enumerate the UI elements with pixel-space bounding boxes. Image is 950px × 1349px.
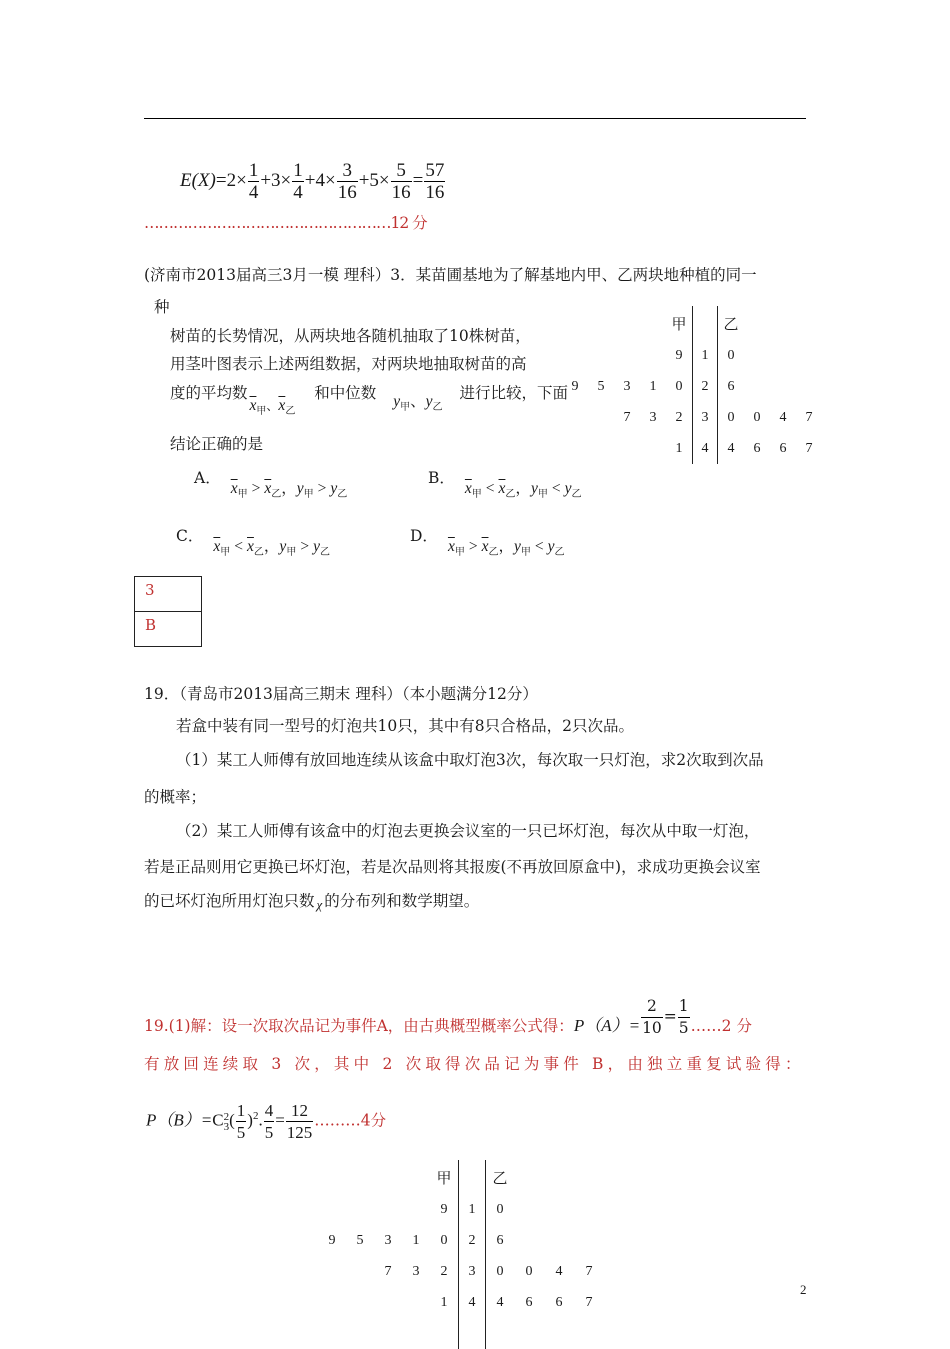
q3-line1: 树苗的长势情况，从两块地各随机抽取了10株树苗， xyxy=(170,327,531,345)
stem-row: 9 1 0 xyxy=(562,340,822,371)
q3-line2: 用茎叶图表示上述两组数据，对两块地抽取树苗的高 xyxy=(170,355,527,373)
option-a: A．$\overline{x}_甲 > \overline{x}_乙$，$y_甲 > y_乙$ xyxy=(194,469,348,500)
fraction: $\frac{12}{125}$ xyxy=(286,1101,313,1142)
sol19-pb-equation: P（B）=C 2 3 ( $\frac{1}{5}$ )$^2$. $\frac{4}{5}$ = $\frac{12}{125}$ ………4分 xyxy=(146,1101,387,1142)
fraction: $\frac{1}{4}$ xyxy=(293,160,303,203)
q19-p1: 若盒中装有同一型号的灯泡共10只，其中有8只合格品，2只次品。 xyxy=(176,717,634,735)
stem-leaf-table-2 xyxy=(318,1160,604,1349)
answer-box xyxy=(134,576,202,647)
q3-line3: 度的平均数$\overline{x}_{甲、}\overline{x}_乙$ 和中位数 $y_甲$、$y_乙$ 进行比较，下面 xyxy=(170,384,568,417)
q19-header: 19．（青岛市2013届高三期末 理科）（本小题满分12分） xyxy=(144,685,538,703)
fraction: $\frac{1}{5}$ xyxy=(236,1101,246,1142)
stem-row: 7 3 2 3 0 0 4 7 xyxy=(562,402,822,433)
q19-p3c: 的已坏灯泡所用灯泡只数 χ 的分布列和数学期望。 xyxy=(144,892,480,912)
stem-row: 9 1 0 xyxy=(318,1194,604,1225)
option-b: B．$\overline{x}_甲 < \overline{x}_乙$，$y_甲 < y_乙$ xyxy=(428,469,582,500)
sol19-line1: 19.(1)解：设一次取次品记为事件A，由古典概型概率公式得：P（A）= $\frac{2}{10}$ = $\frac{1}{5}$ ……2 分 xyxy=(144,997,752,1037)
answer-number: 3 xyxy=(145,581,155,599)
stem-row: 9 5 3 1 0 2 6 xyxy=(318,1225,604,1256)
option-c: C．$\overline{x}_甲 < \overline{x}_乙$，$y_甲 > y_乙$ xyxy=(176,527,330,558)
stem-row: 9 5 3 1 0 2 6 xyxy=(562,371,822,402)
fraction: $\frac{1}{5}$ xyxy=(678,997,689,1037)
answer-letter: B xyxy=(135,611,201,646)
fraction: $\frac{1}{4}$ xyxy=(248,160,259,203)
fraction: $\frac{4}{5}$ xyxy=(264,1101,274,1142)
q19-p3: （2）某工人师傅有该盒中的灯泡去更换会议室的一只已坏灯泡，每次从中取一灯泡， xyxy=(176,822,760,840)
fraction: $\frac{5}{16}$ xyxy=(391,160,411,203)
q19-p2: （1）某工人师傅有放回地连续从该盒中取灯泡3次，每次取一只灯泡，求2次取到次品 xyxy=(176,751,764,769)
header-yi: 乙 xyxy=(492,1168,508,1187)
header-jia: 甲 xyxy=(430,1160,459,1194)
header-jia: 甲 xyxy=(666,306,693,340)
q19-p2b: 的概率； xyxy=(144,788,207,806)
option-d: D．$\overline{x}_甲 > \overline{x}_乙$，$y_甲 < y_乙$ xyxy=(410,527,565,558)
page-number: 2 xyxy=(800,1282,807,1297)
fraction: $\frac{2}{10}$ xyxy=(642,997,662,1037)
fraction: $\frac{3}{16}$ xyxy=(337,160,357,203)
stem-leaf-table-1 xyxy=(562,306,822,464)
header-yi: 乙 xyxy=(723,314,739,333)
q3-line4: 结论正确的是 xyxy=(170,435,264,453)
header-rule xyxy=(144,118,806,119)
score-12: ……………………………………………12 分 xyxy=(144,214,427,232)
q3-header-cont: 种 xyxy=(154,298,170,316)
stem-row: 1 4 4 6 6 7 xyxy=(318,1287,604,1318)
expectation-equation: E(X)=2× $\frac{1}{4}$ +3× $\frac{1}{4}$ +4× $\frac{3}{16}$ +5× $\frac{5}{16}$ = $\frac{57}{16}$ xyxy=(180,160,445,203)
fraction-result: $\frac{57}{16}$ xyxy=(425,160,445,203)
stem-row: 7 3 2 3 0 0 4 7 xyxy=(318,1256,604,1287)
q19-p3b: 若是正品则用它更换已坏灯泡，若是次品则将其报废(不再放回原盒中)，求成功更换会议室 xyxy=(144,858,761,876)
q3-header: (济南市2013届高三3月一模 理科）3．某苗圃基地为了解基地内甲、乙两块地种植的同一 xyxy=(144,266,757,284)
stem-row: 1 4 4 6 6 7 xyxy=(562,433,822,464)
sol19-line2: 有放回连续取 3 次，其中 2 次取得次品记为事件 B，由独立重复试验得： xyxy=(144,1055,805,1073)
